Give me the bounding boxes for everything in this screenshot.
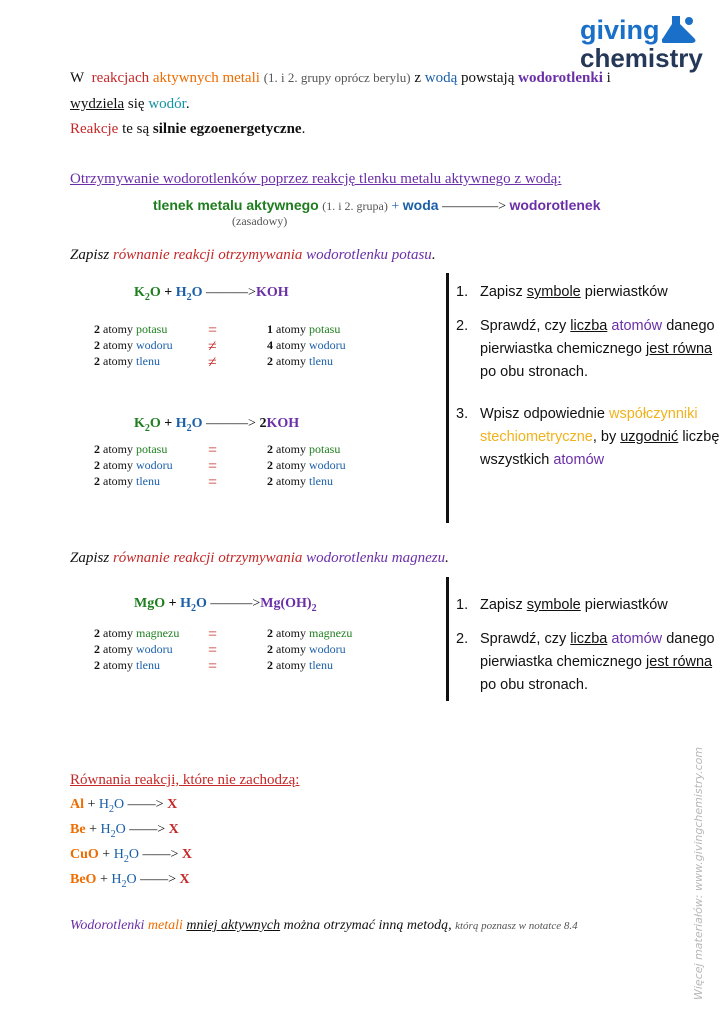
magnesium-equation: MgO + $H_2O$ $———>Mg(OH)_2$ [134,596,317,614]
table-row: 1 atomy potasu [267,322,341,336]
step-2: 2. Sprawdź, czy liczba atomów danego pierwiastka chemicznego jest równa po obu stronach. [456,318,715,380]
table-row: 2 atomy tlenu [267,354,333,368]
intro-wydziela: wydziela [70,96,125,112]
equal-sign: = [208,642,218,659]
step-2: 2. Sprawdź, czy liczba atomów danego pierwiastka chemicznego jest równa po obu stronach. [456,631,715,693]
table-row: 2 atomy potasu [267,442,341,456]
intro-wodor: wodór [148,96,186,112]
intro-te-sa: te są [122,121,150,137]
equal-sign: = [208,322,218,339]
potassium-divider [446,273,449,523]
table-row: 2 atomy tlenu [94,474,160,488]
table-row: 2 atomy potasu [94,322,168,336]
intro-aktywnych-metali: aktywnych metali [152,70,260,86]
equal-sign: = [208,626,218,643]
no-reaction-row: BeO + $H_2O$ ——> X [70,872,190,890]
footer-note: Wodorotlenki metali mniej aktywnych można otrzymać inną metodą, którą poznasz w notatce 8.4 [70,918,578,933]
no-reaction-row: $Al + H_2O$ ——> X [70,797,178,815]
logo-text-chemistry: chemistry [580,43,703,73]
potassium-equation-1: $K_2O + H_2O$ ———>KOH [134,285,289,303]
intro-line-3: Reakcje te są silnie egzoenergetyczne. [70,121,306,137]
magnesium-task: Zapisz równanie reakcji otrzymywania wodorotlenku magnezu. [70,550,449,566]
magnesium-divider [446,577,449,701]
table-row: 2 atomy wodoru [94,458,173,472]
intro-reakcje: Reakcje [70,121,119,137]
intro-powstaja: powstają [461,70,515,86]
step-1: 1. Zapisz symbole pierwiastków [456,597,668,613]
potassium-steps [456,281,718,472]
intro-line-2: wydziela się wodór. [70,96,190,112]
oxide-basic-note: (zasadowy) [232,214,288,228]
table-row: 2 atomy tlenu [94,354,160,368]
equal-sign: = [208,658,218,675]
table-row: 2 atomy magnezu [94,626,180,640]
step-1: 1. Zapisz symbole pierwiastków [456,284,668,300]
magnesium-steps [456,594,718,697]
equal-sign: = [208,474,218,491]
no-reaction-row: $Be + H_2O$ ——> X [70,822,179,840]
table-row: 2 atomy potasu [94,442,168,456]
intro-w: W [70,70,85,86]
flask-icon [662,14,698,44]
potassium-table-2 [94,442,414,494]
intro-silnie: silnie egzoenergetyczne [152,121,302,137]
no-reaction-row: CuO + $H_2O$ ——> X [70,847,192,865]
intro-wodorotlenki: wodorotlenki [518,70,603,86]
no-reaction-heading: Równania reakcji, które nie zachodzą: [70,772,300,788]
intro-woda: wodą [424,70,458,86]
table-row: 2 atomy wodoru [94,642,173,656]
logo [580,14,716,74]
step-3: 3. Wpisz odpowiednie współczynniki stechiometryczne, by uzgodnić liczbę wszystkich atomów [456,406,720,468]
watermark: Więcej materiałów: www.givingchemistry.com [692,746,705,1000]
oxide-heading: Otrzymywanie wodorotlenków poprzez reakcję tlenku metalu aktywnego z wodą: [70,171,562,187]
table-row: 2 atomy wodoru [267,458,346,472]
table-row: 2 atomy tlenu [267,474,333,488]
table-row: 2 atomy wodoru [94,338,173,352]
potassium-task: Zapisz równanie reakcji otrzymywania wodorotlenku potasu. [70,247,436,263]
oxide-general-equation: tlenek metalu aktywnego (1. i 2. grupa) + woda ————> wodorotlenek [153,197,601,214]
equal-sign: = [208,458,218,475]
intro-reakcjach: reakcjach [91,70,150,86]
not-equal-sign: ≠ [208,354,217,371]
equal-sign: = [208,442,218,459]
table-row: 2 atomy tlenu [94,658,160,672]
intro-line-1 [70,70,611,87]
intro-i: i [606,70,611,86]
table-row: 4 atomy wodoru [267,338,346,352]
table-row: 2 atomy tlenu [267,658,333,672]
magnesium-table [94,626,414,678]
potassium-equation-2: $K_2O + H_2O$ ———> 2KOH [134,416,300,434]
intro-groups-note: (1. i 2. grupy oprócz berylu) [263,70,411,85]
intro-sie: się [127,96,145,112]
intro-z: z [414,70,422,86]
logo-text-giving: giving [580,15,660,45]
potassium-table-1 [94,322,414,374]
not-equal-sign: ≠ [208,338,217,355]
table-row: 2 atomy magnezu [267,626,353,640]
table-row: 2 atomy wodoru [267,642,346,656]
